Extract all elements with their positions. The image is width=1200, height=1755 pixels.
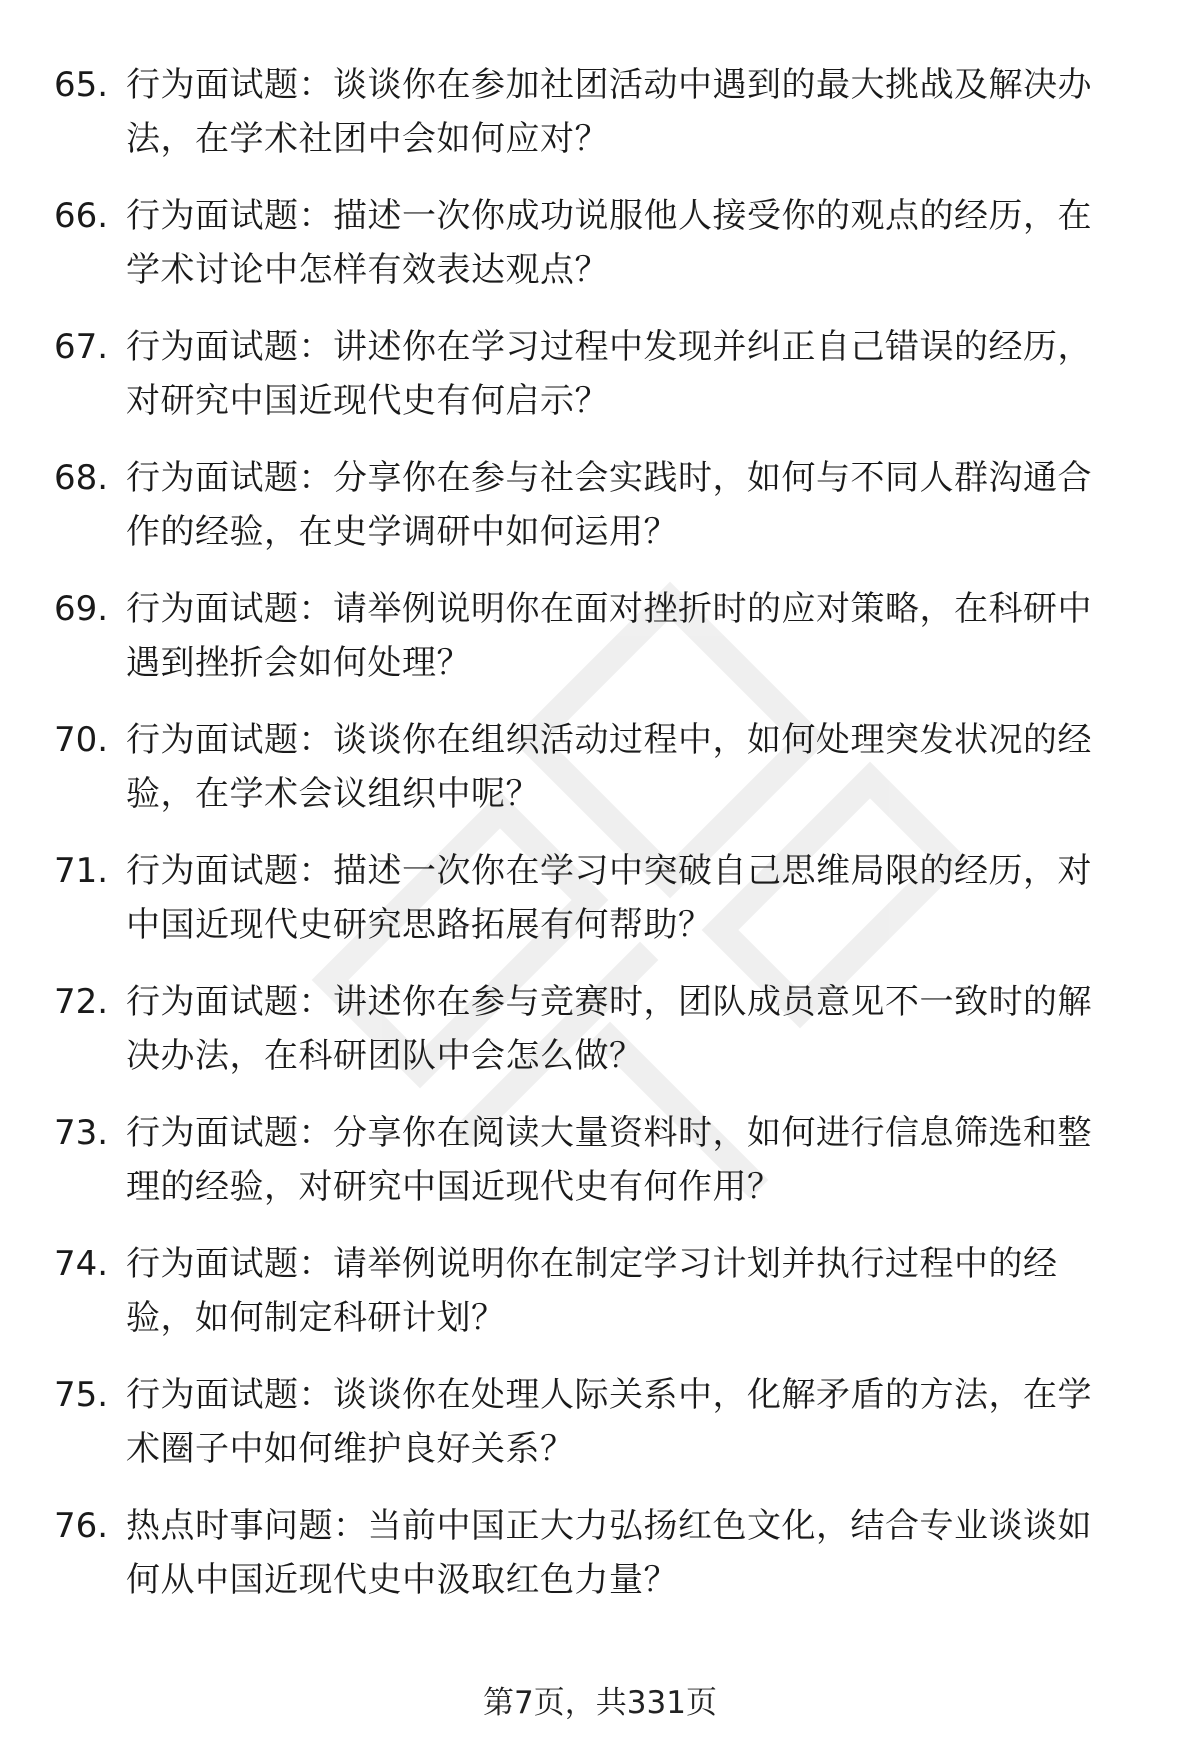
question-text: 行为面试题：谈谈你在处理人际关系中，化解矛盾的方法，在学术圈子中如何维护良好关系？ — [126, 1375, 1092, 1469]
question-number: 75. — [54, 1375, 109, 1415]
question-text: 热点时事问题：当前中国正大力弘扬红色文化，结合专业谈谈如何从中国近现代史中汲取红色力量？ — [126, 1506, 1092, 1600]
question-list — [54, 58, 1144, 1630]
question-item — [54, 1106, 1144, 1237]
question-item — [54, 713, 1144, 844]
question-text: 行为面试题：讲述你在参与竞赛时，团队成员意见不一致时的解决办法，在科研团队中会怎么做？ — [126, 982, 1092, 1076]
question-item — [54, 58, 1144, 189]
question-number: 66. — [54, 196, 109, 236]
question-number: 71. — [54, 851, 109, 891]
question-text: 行为面试题：请举例说明你在面对挫折时的应对策略，在科研中遇到挫折会如何处理？ — [126, 589, 1092, 683]
page-number-footer: 第7页，共331页 — [483, 1685, 717, 1721]
question-number: 68. — [54, 458, 109, 498]
question-item — [54, 844, 1144, 975]
question-text: 行为面试题：请举例说明你在制定学习计划并执行过程中的经验，如何制定科研计划？ — [126, 1244, 1058, 1338]
question-number: 70. — [54, 720, 109, 760]
question-number: 73. — [54, 1113, 109, 1153]
question-text: 行为面试题：谈谈你在组织活动过程中，如何处理突发状况的经验，在学术会议组织中呢？ — [126, 720, 1092, 814]
question-number: 65. — [54, 65, 109, 105]
question-text: 行为面试题：描述一次你成功说服他人接受你的观点的经历，在学术讨论中怎样有效表达观点？ — [126, 196, 1092, 290]
question-item — [54, 451, 1144, 582]
question-number: 67. — [54, 327, 109, 367]
question-text: 行为面试题：分享你在阅读大量资料时，如何进行信息筛选和整理的经验，对研究中国近现代史有何作用？ — [126, 1113, 1092, 1207]
question-item — [54, 975, 1144, 1106]
question-number: 76. — [54, 1506, 109, 1546]
question-item — [54, 1237, 1144, 1368]
question-text: 行为面试题：描述一次你在学习中突破自己思维局限的经历，对中国近现代史研究思路拓展有何帮助？ — [126, 851, 1092, 945]
question-text: 行为面试题：讲述你在学习过程中发现并纠正自己错误的经历，对研究中国近现代史有何启示？ — [126, 327, 1092, 421]
question-item — [54, 1368, 1144, 1499]
question-number: 69. — [54, 589, 109, 629]
question-text: 行为面试题：分享你在参与社会实践时，如何与不同人群沟通合作的经验，在史学调研中如何运用？ — [126, 458, 1092, 552]
question-number: 72. — [54, 982, 109, 1022]
question-item — [54, 320, 1144, 451]
question-item — [54, 582, 1144, 713]
question-text: 行为面试题：谈谈你在参加社团活动中遇到的最大挑战及解决办法，在学术社团中会如何应对？ — [126, 65, 1092, 159]
question-item — [54, 189, 1144, 320]
question-number: 74. — [54, 1244, 109, 1284]
question-item — [54, 1499, 1144, 1630]
